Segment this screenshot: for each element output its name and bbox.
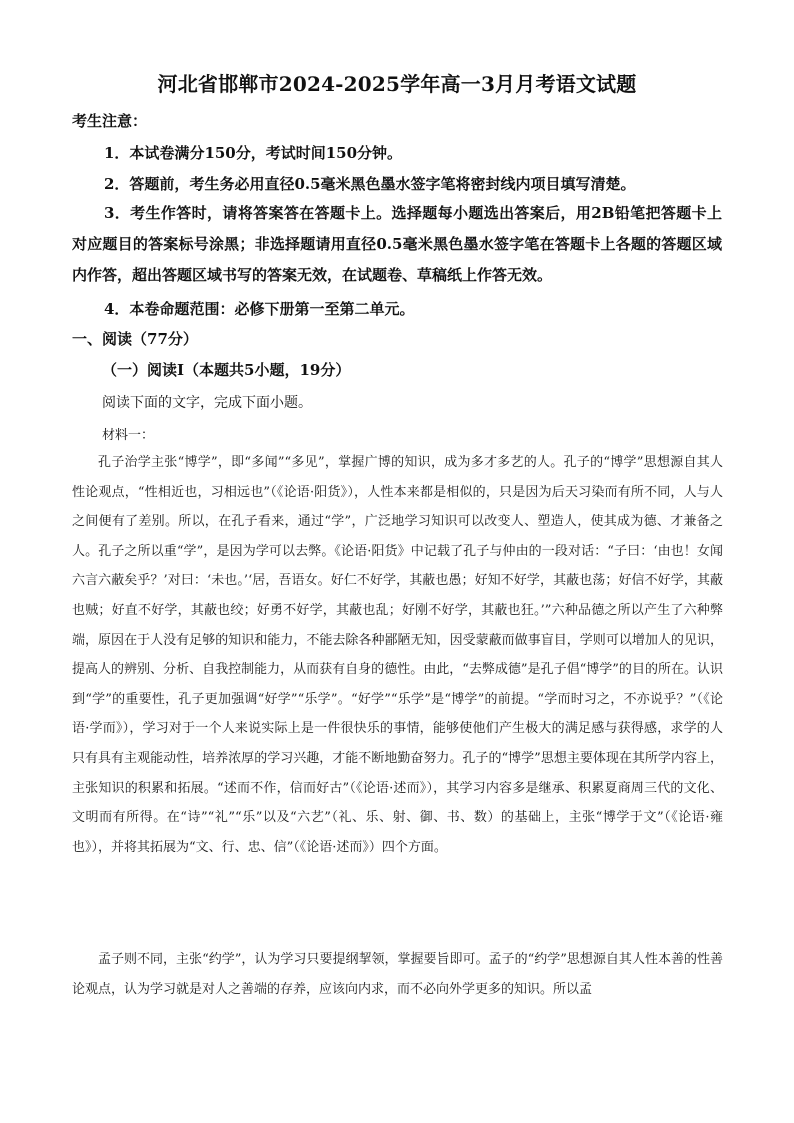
section-heading: 一、阅读（77分） [72,330,198,348]
notice-item-3: 3．考生作答时，请将答案答在答题卡上。选择题每小题选出答案后，用2B铅笔把答题卡上对应题目的答案标号涂黑；非选择题请用直径0.5毫米黑色墨水签字笔在答题卡上各题的答题区域内作答，超出答题区域书写的答案无效，在试题卷、草稿纸上作答无效。 [72,204,722,284]
page-title: 河北省邯郸市2024-2025学年高一3月月考语文试题 [157,72,637,96]
notice-heading: 考生注意： [72,112,148,130]
body-paragraph-2: 孟子则不同，主张“约学”，认为学习只要提纲挈领，掌握要旨即可。孟子的“约学”思想源自其人性本善的性善论观点，认为学习就是对人之善端的存养，应该向内求，而不必向外学更多的知识。所以孟 [72,952,723,997]
material-label: 材料一： [102,428,155,443]
reading-instruction: 阅读下面的文字，完成下面小题。 [102,395,312,411]
body-paragraph-1: 孔子治学主张“博学”，即“多闻”“多见”，掌握广博的知识，成为多才多艺的人。孔子的“博学”思想源自其人性论观点，“性相近也，习相远也”（《论语·阳货》），人性本来都是相似的，只是因为后天习染而有所不同，人与人之间便有了差别。所以，在孔子看来，通过“学”，广泛地学习知识可以改变人、塑造人，使其成为德、才兼备之人。孔子之所以重“学”，是因为学可以去弊。《论语·阳货》中记载了孔子与仲由的一段对话：“子曰：‘由也！女闻六言六蔽矣乎？’对曰：‘未也。’‘居，吾语女。好仁不好学，其蔽也愚；好知不好学，其蔽也荡；好信不好学，其蔽也贼；好直不好学，其蔽也绞；好勇不好学，其蔽也乱；好刚不好学，其蔽也狂。’”六种品德之所以产生了六种弊端，原因在于人没有足够的知识和能力，不能去除各种鄙陋无知，因受蒙蔽而做事盲目，学则可以增加人的见识，提高人的辨别、分析、自我控制能力，从而获有自身的德性。由此，“去弊成德”是孔子倡“博学”的目的所在。认识到“学”的重要性，孔子更加强调“好学”“乐学”。“好学”“乐学”是“博学”的前提。“学而时习之，不亦说乎？”（《论语·学而》），学习对于一个人来说实际上是一件很快乐的事情，能够使他们产生极大的满足感与获得感，求学的人只有具有主观能动性，培养浓厚的学习兴趣，才能不断地勤奋努力。孔子的“博学”思想主要体现在其所学内容上，主张知识的积累和拓展。“述而不作，信而好古”（《论语·述而》），其学习内容多是继承、积累夏商周三代的文化、文明而有所得。在“诗”“礼”“乐”以及“六艺”（礼、乐、射、御、书、数）的基础上，主张“博学于文”（《论语·雍也》），并将其拓展为“文、行、忠、信”（《论语·述而》）四个方面。 [72,455,723,855]
subsection-heading: （一）阅读Ⅰ（本题共5小题，19分） [102,361,351,379]
notice-item-1: 1．本试卷满分150分，考试时间150分钟。 [104,144,403,162]
notice-item-4: 4．本卷命题范围：必修下册第一至第二单元。 [104,300,415,318]
notice-item-2: 2．答题前，考生务必用直径0.5毫米黑色墨水签字笔将密封线内项目填写清楚。 [104,175,636,193]
